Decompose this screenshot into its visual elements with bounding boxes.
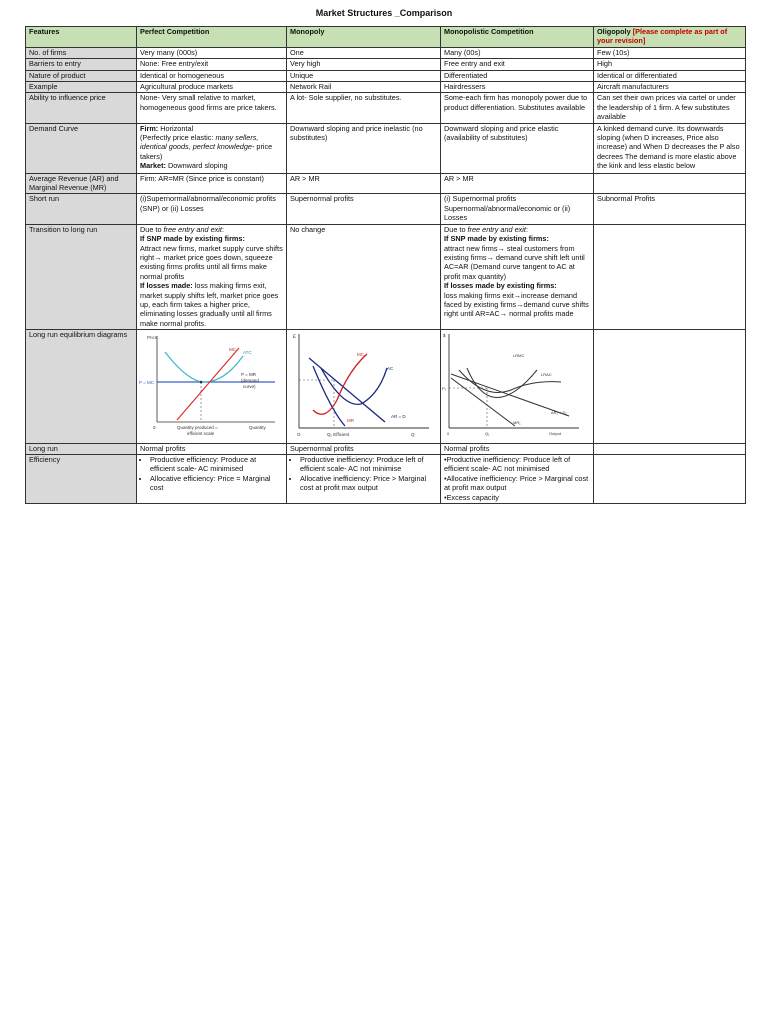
elastic-end: price takers)	[140, 142, 273, 161]
market-label: Market:	[140, 161, 166, 171]
row-label: Transition to long run	[26, 224, 137, 329]
cell-olig: Subnormal Profits	[594, 194, 746, 224]
list-item: • Productive inefficiency: Produce left of efficient scale- AC not minimise	[300, 455, 437, 474]
cell-pc: Very many (000s)	[137, 47, 287, 58]
loss-text: loss making firms exit, market supply shifts left, market price goes up, each firm takes a higher price, eliminating losses gradually until all firms make normal profits.	[140, 281, 279, 328]
row-label: No. of firms	[26, 47, 137, 58]
y-axis-label: £	[293, 334, 296, 341]
cell-mc: Differentiated	[441, 70, 594, 81]
cell-mono: Supernormal profits	[287, 194, 441, 224]
q-label: Q	[411, 432, 415, 438]
header-monopolistic: Monopolistic Competition	[441, 27, 594, 48]
cell-olig	[594, 330, 746, 443]
lrmc-curve	[467, 368, 537, 398]
row-label: Nature of product	[26, 70, 137, 81]
row-label: Efficiency	[26, 454, 137, 503]
origin-label: O	[297, 432, 301, 438]
cell-olig: High	[594, 59, 746, 70]
cell-pc: None: Free entry/exit	[137, 59, 287, 70]
row-product	[26, 70, 746, 81]
row-diagrams	[26, 330, 746, 443]
cell-mc: Free entry and exit	[441, 59, 594, 70]
q1-label: Q₁ Efficient	[327, 432, 350, 438]
cell-olig	[594, 173, 746, 194]
loss-label: If losses made:	[140, 281, 193, 291]
snp-label: If SNP made by existing firms:	[444, 234, 549, 244]
cell-olig	[594, 224, 746, 329]
cell-pc: Due to free entry and exit: If SNP made by existing firms: Attract new firms, market supply curve shifts right→ market price goes down, squeeze existing firms profits until all firms make normal profits If losses made: loss making firms exit, market supply shifts left, market price goes up, each firm takes a higher price, eliminating losses gradually until all firms make normal profits.	[137, 224, 287, 329]
row-example	[26, 82, 746, 93]
elastic-italic: many sellers, identical goods, perfect knowledge-	[140, 133, 259, 152]
cell-pc: Agricultural produce markets	[137, 82, 287, 93]
row-label: Long run	[26, 443, 137, 454]
mc-label: MC	[357, 352, 364, 358]
ar-d-label: AR₁ = D₁	[551, 410, 567, 416]
list-item: • Productive efficiency: Produce at efficient scale- AC minimised	[150, 455, 283, 474]
row-longrun	[26, 443, 746, 454]
q1-label: Q₁	[485, 431, 490, 437]
cell-olig: Aircraft manufacturers	[594, 82, 746, 93]
comparison-table	[25, 26, 746, 504]
cell-mono: Very high	[287, 59, 441, 70]
loss-text: loss making firms exit→increase demand faced by existing firms→demand curve shifts right until AR=AC→ normal profits made	[444, 290, 589, 319]
monopolistic-competition-diagram	[441, 330, 594, 440]
ar-demand-line	[309, 358, 385, 422]
quantity-produced-label: Quantity produced =	[177, 425, 218, 431]
ac-curve	[321, 368, 387, 404]
cell-mc: Normal profits	[441, 443, 594, 454]
cell-mc: Due to free entry and exit: If SNP made by existing firms: attract new firms→ steal customers from existing firms→ demand curve shift left until AC=AR (Demand curve tangent to AC at profit max quantity) If losses made by existing firms: loss making firms exit→increase demand faced by existing firms→demand curve shifts right until AR=AC→ normal profits made	[441, 224, 594, 329]
header-perfect: Perfect Competition	[137, 27, 287, 48]
row-label: Barriers to entry	[26, 59, 137, 70]
cell-mc: Hairdressers	[441, 82, 594, 93]
curve-label: curve)	[243, 384, 256, 390]
mr-label: MR₁	[513, 420, 521, 426]
cell-olig: A kinked demand curve. Its downwards sloping (when D increases, Price also increase) and When D decreases the P also decrees The demand is more elastic above the kink and less elastic below	[594, 123, 746, 173]
cell-olig	[594, 454, 746, 503]
row-efficiency	[26, 454, 746, 503]
y-axis-label: $	[443, 333, 446, 339]
cell-pc	[137, 454, 287, 503]
firm-label: Firm:	[140, 123, 159, 133]
cell-mono: No change	[287, 224, 441, 329]
mr-label: MR	[347, 418, 354, 424]
list-item	[444, 474, 590, 493]
due-italic: free entry and exit	[163, 224, 222, 234]
market-text: Downward sloping	[165, 161, 228, 171]
due-text: Due to	[140, 224, 164, 234]
cell-mono	[287, 454, 441, 503]
row-shortrun	[26, 194, 746, 224]
lrmc-label: LRMC	[513, 353, 525, 359]
cell-mono: A lot- Sole supplier, no substitutes.	[287, 93, 441, 123]
cell-pc: Normal profits	[137, 443, 287, 454]
cell-mono: One	[287, 47, 441, 58]
cell-mc: (i) Supernormal profits Supernormal/abnormal/economic or (ii) Losses	[441, 194, 594, 224]
monopoly-diagram	[287, 330, 441, 440]
list-item: • Allocative efficiency: Price = Marginal cost	[150, 474, 283, 493]
due-italic: free entry and exit	[467, 224, 526, 234]
list-item	[444, 493, 590, 502]
row-label: Example	[26, 82, 137, 93]
cell-mono: Downward sloping and price inelastic (no substitutes)	[287, 123, 441, 173]
origin-label: 0	[447, 431, 450, 437]
row-label: Average Revenue (AR) and Marginal Revenue (MR)	[26, 173, 137, 194]
list-item	[444, 455, 590, 474]
list-item-text: Productive inefficiency: Produce left of efficient scale- AC not minimised	[444, 454, 571, 474]
lrac-label: LRAC	[541, 372, 552, 378]
atc-label: ATC	[243, 350, 252, 356]
p1-label: P₁	[442, 386, 447, 392]
cell-mc: Many (00s)	[441, 47, 594, 58]
cell-mono: AR > MR	[287, 173, 441, 194]
row-influence	[26, 93, 746, 123]
cell-mc-diagram	[441, 330, 594, 443]
cell-pc-diagram	[137, 330, 287, 443]
cell-mono: Network Rail	[287, 82, 441, 93]
snp-text: attract new firms→ steal customers from existing firms→ demand curve shift left until AC=AR (Demand curve tangent to AC at profit max quantity)	[444, 243, 585, 281]
header-oligopoly-label: Oligopoly	[597, 27, 631, 36]
page-title: Market Structures _Comparison	[315, 8, 453, 18]
list-item: • Allocative inefficiency: Price > Marginal cost at profit max output	[300, 474, 437, 493]
cell-mono: Supernormal profits	[287, 443, 441, 454]
header-oligopoly	[594, 27, 746, 48]
quantity-axis-label: Quantity	[249, 425, 266, 431]
mc-label: MC	[229, 347, 236, 353]
snp-label: If SNP made by existing firms:	[140, 234, 245, 244]
header-monopoly: Monopoly	[287, 27, 441, 48]
row-firms	[26, 47, 746, 58]
due-text: Due to	[444, 224, 468, 234]
elastic-text: (Perfectly price elastic:	[140, 133, 216, 143]
cell-mc: AR > MR	[441, 173, 594, 194]
row-label: Demand Curve	[26, 123, 137, 173]
equilibrium-point	[200, 381, 203, 384]
cell-mc	[441, 454, 594, 503]
cell-mono: Unique	[287, 70, 441, 81]
cell-mc: Downward sloping and price elastic (availability of substitutes)	[441, 123, 594, 173]
firm-text: Horizontal	[158, 123, 194, 133]
row-label: Short run	[26, 194, 137, 224]
list-item-text: Excess capacity	[446, 492, 499, 502]
cell-pc: Firm: AR=MR (Since price is constant)	[137, 173, 287, 194]
cell-mc: Some-each firm has monopoly power due to product differentiation. Substitutes available	[441, 93, 594, 123]
ar-d-label: AR = D	[391, 414, 406, 420]
perfect-competition-diagram	[137, 330, 287, 440]
cell-pc	[137, 123, 287, 173]
header-features: Features	[26, 27, 137, 48]
origin-label: 0	[153, 425, 156, 431]
cell-olig: Identical or differentiated	[594, 70, 746, 81]
cell-olig: Can set their own prices via cartel or under the leadership of 1 firm. A few substitutes available	[594, 93, 746, 123]
header-row	[26, 27, 746, 48]
cell-pc: Identical or homogeneous	[137, 70, 287, 81]
row-label: Long run equilibrium diagrams	[26, 330, 137, 443]
row-barriers	[26, 59, 746, 70]
demand-label: (demand	[241, 378, 259, 384]
loss-label: If losses made by existing firms:	[444, 281, 557, 291]
list-item-text: Allocative inefficiency: Price > Marginal cost at profit max output	[444, 473, 589, 493]
row-armr	[26, 173, 746, 194]
cell-olig: Few (10s)	[594, 47, 746, 58]
cell-pc: (i)Supernormal/abnormal/economic profits (SNP) or (ii) Losses	[137, 194, 287, 224]
price-axis-label: Price	[147, 335, 158, 341]
row-transition	[26, 224, 746, 329]
cell-olig	[594, 443, 746, 454]
output-label: Output	[549, 431, 562, 437]
cell-pc: None- Very small relative to market, homogeneous good firms are price takers.	[137, 93, 287, 123]
p-mc-label: P = MC	[139, 380, 155, 386]
p-mr-label: P = MR	[241, 372, 257, 378]
efficient-scale-label: efficient scale	[187, 431, 215, 437]
mc-curve	[177, 348, 239, 420]
oligopoly-note: [Please complete as part of your revision]	[597, 27, 728, 46]
cell-mono-diagram	[287, 330, 441, 443]
row-demand	[26, 123, 746, 173]
ac-label: AC	[387, 366, 394, 372]
row-label: Ability to influence price	[26, 93, 137, 123]
snp-text: Attract new firms, market supply curve shifts right→ market price goes down, squeeze existing firms profits until all firms make normal profits	[140, 243, 283, 281]
